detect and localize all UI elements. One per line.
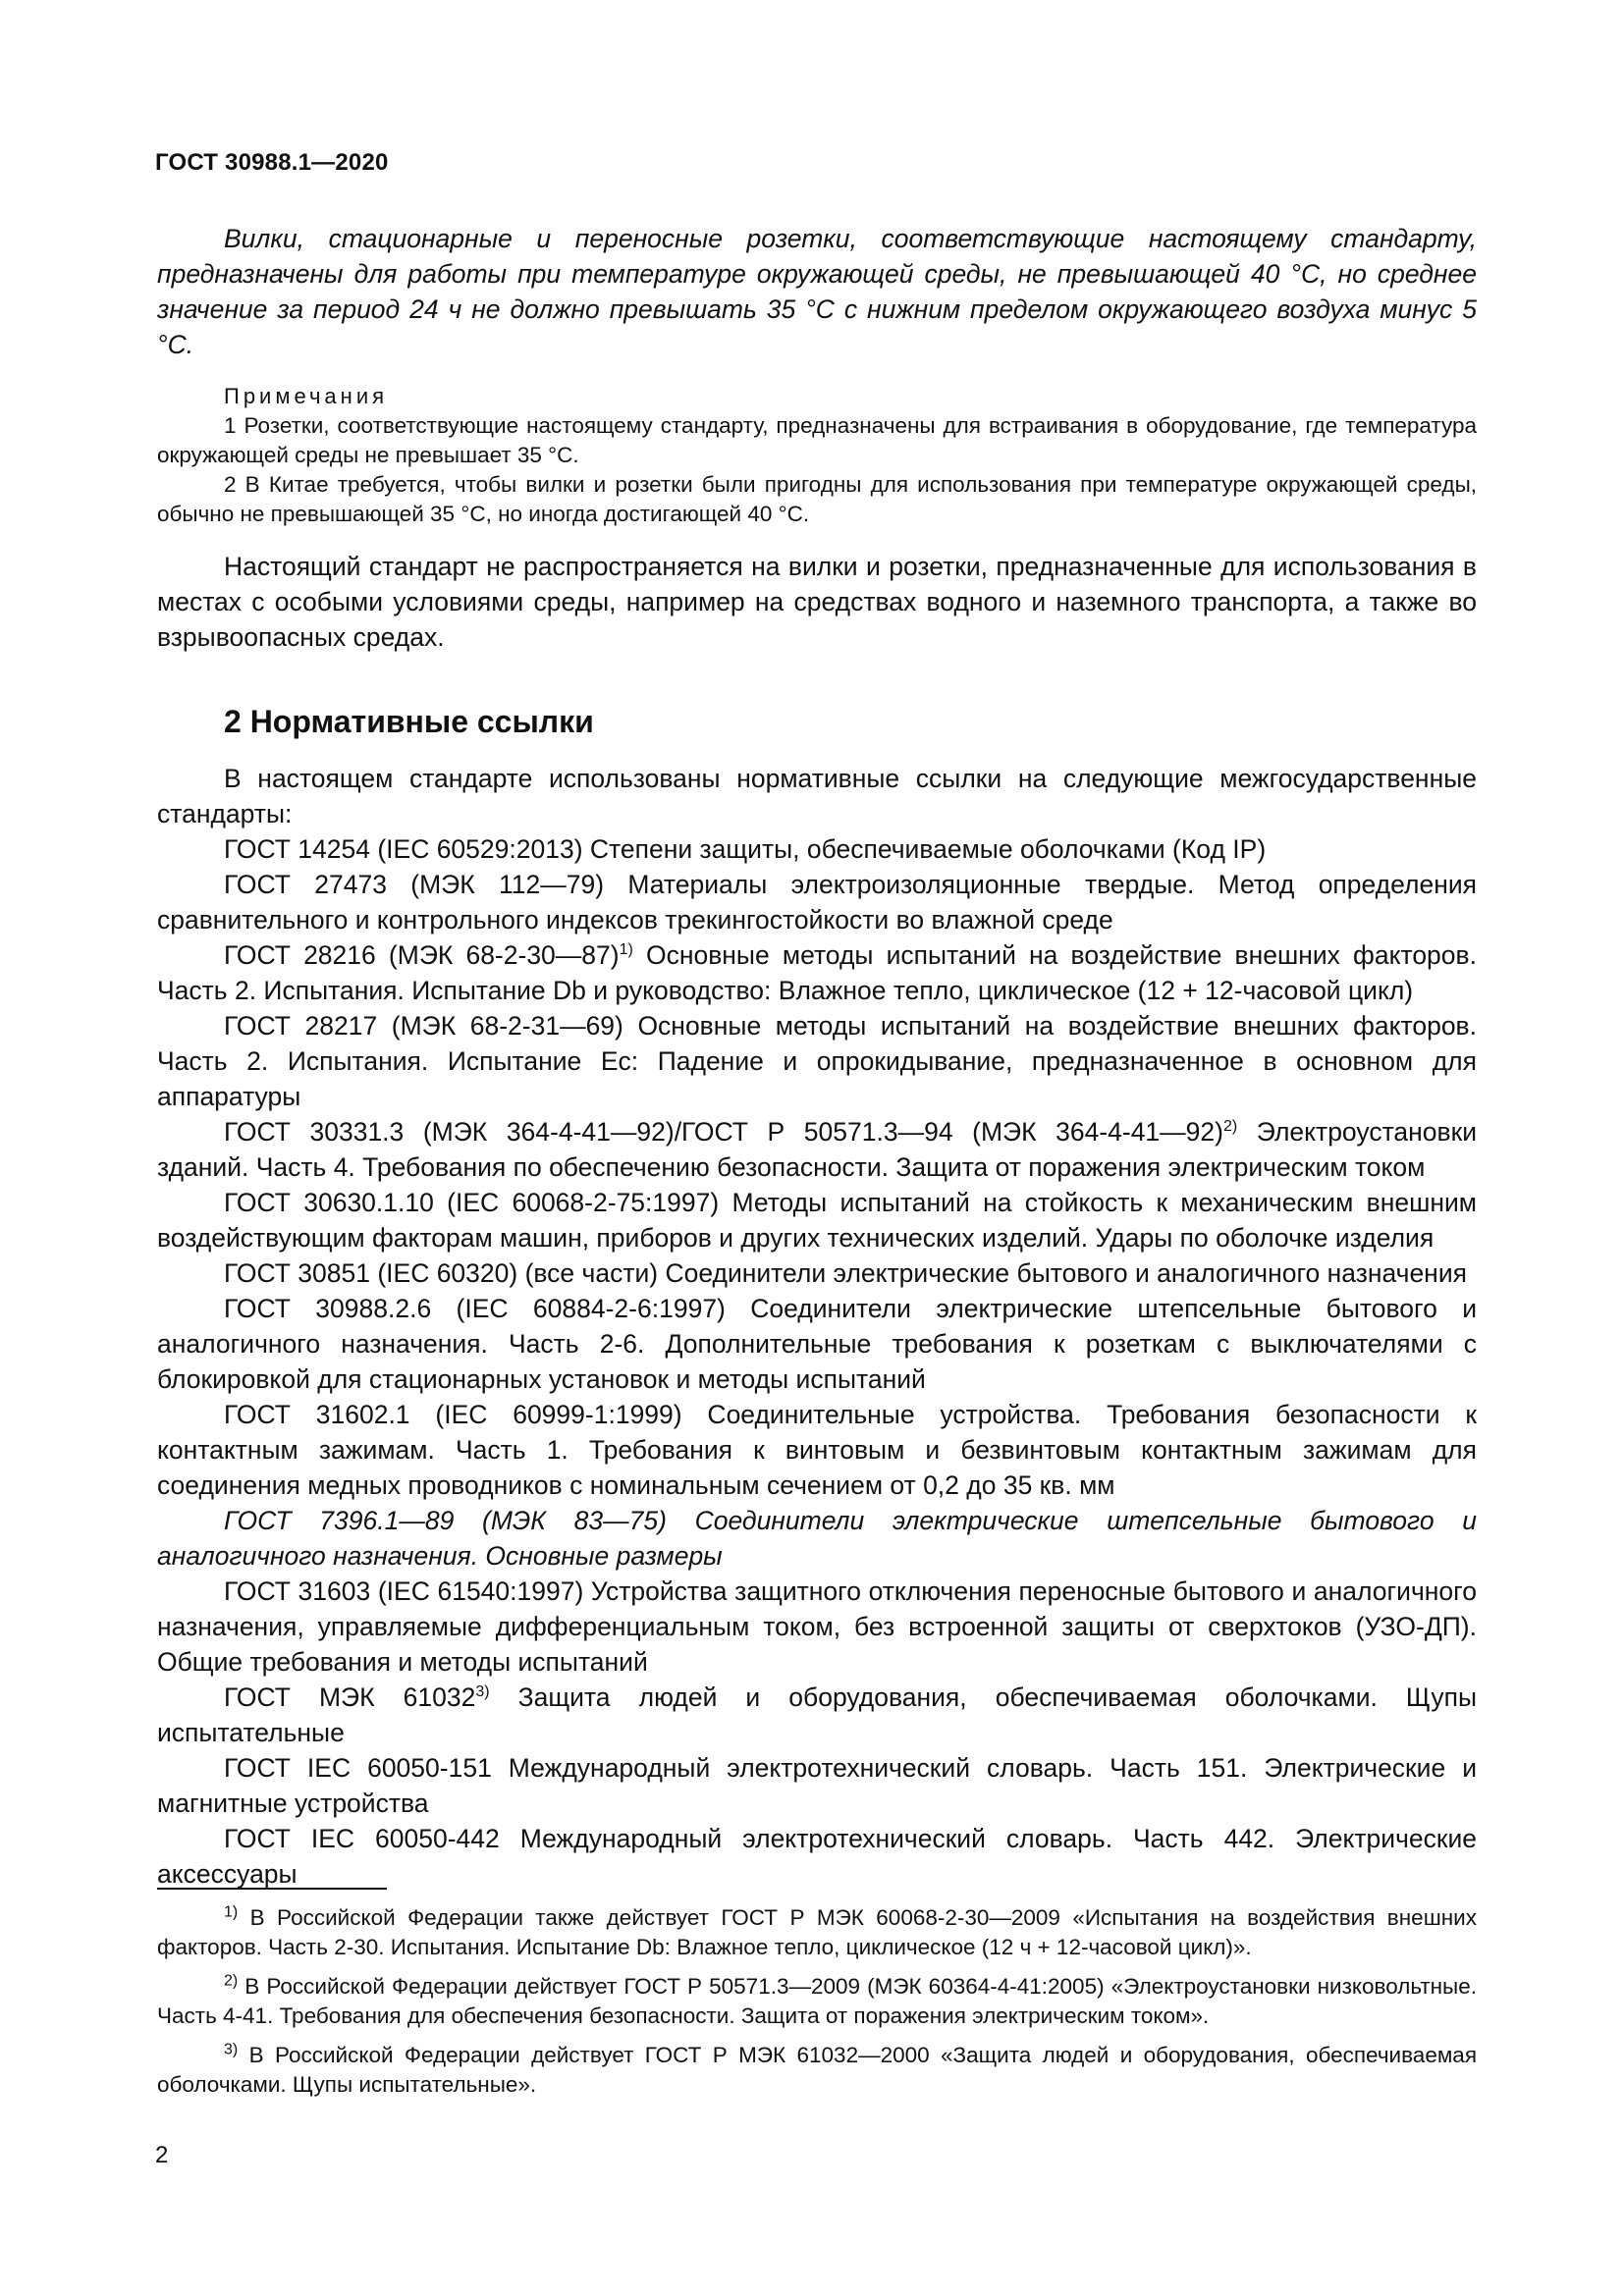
footnote-mark[interactable]: 1) <box>619 941 633 959</box>
footnote-mark[interactable]: 2) <box>1222 1118 1238 1136</box>
reference-item: ГОСТ 31603 (IEC 61540:1997) Устройства защитного отключения переносные бытового и аналогичного назначения, управляемые дифференциальным током, без встроенной защиты от сверхтоков (УЗО-ДП). Общие требования и методы испытаний <box>157 1576 1477 1677</box>
reference-item: ГОСТ IEC 60050-151 Международный электротехнический словарь. Часть 151. Электрические и магнитные устройства <box>157 1753 1477 1818</box>
climate-paragraph: Вилки, стационарные и переносные розетки, соответствующие настоящему стандарту, предназначены для работы при температуре окружающей среды, не превышающей 40 °С, но среднее значение за период 24 ч не должно превышать 35 °С с нижним пределом окружающего воздуха минус 5 °С. <box>157 224 1477 359</box>
footnote-text: В Российской Федерации также действует ГОСТ Р МЭК 60068-2-30—2009 «Испытания на воздействия внешних факторов. Часть 2-30. Испытания. Испытание Db: Влажное тепло, циклическое (12 ч + 12-часовой цикл)». <box>157 1905 1477 1959</box>
reference-item <box>157 1680 1477 1750</box>
reference-item: ГОСТ IEC 60050-442 Международный электротехнический словарь. Часть 442. Электрические аксессуары <box>157 1824 1477 1889</box>
footnote-divider <box>157 1888 387 1890</box>
footnote-text: В Российской Федерации действует ГОСТ Р 50571.3—2009 (МЭК 60364-4-41:2005) «Электроустановки низковольтные. Часть 4-41. Требования для обеспечения безопасности. Защита от поражения электрическим током». <box>157 1974 1477 2028</box>
footnote-marker: 1) <box>224 1903 239 1921</box>
reference-item-italic: ГОСТ 7396.1—89 (МЭК 83—75) Соединители электрические штепсельные бытового и аналогичного назначения. Основные размеры <box>157 1506 1477 1571</box>
reference-item: ГОСТ 14254 (IEC 60529:2013) Степени защиты, обеспечиваемые оболочками (Код IP) <box>224 834 1267 864</box>
section-heading: 2 Нормативные ссылки <box>224 704 594 739</box>
reference-title: Защита людей и оборудования, обеспечиваемая оболочками. Щупы испытательные <box>157 1682 1477 1747</box>
reference-item: ГОСТ 30630.1.10 (IEC 60068-2-75:1997) Методы испытаний на стойкость к механическим внешним воздействующим факторам машин, приборов и других технических изделий. Удары по оболочке изделия <box>157 1188 1477 1253</box>
footnote-marker: 3) <box>224 2041 239 2058</box>
reference-item: ГОСТ 30851 (IEC 60320) (все части) Соединители электрические бытового и аналогичного назначения <box>224 1258 1467 1288</box>
references-lead: В настоящем стандарте использованы нормативные ссылки на следующие межгосударственные стандарты: <box>157 764 1477 828</box>
reference-code: ГОСТ МЭК 61032 <box>224 1682 476 1712</box>
reference-item: ГОСТ 27473 (МЭК 112—79) Материалы электроизоляционные твердые. Метод определения сравнительного и контрольного индексов трекингостойкости во влажной среде <box>157 870 1477 934</box>
reference-item: ГОСТ 28217 (МЭК 68-2-31—69) Основные методы испытаний на воздействие внешних факторов. Часть 2. Испытания. Испытание Ec: Падение и опрокидывание, предназначенное в основном для аппаратуры <box>157 1011 1477 1111</box>
footnote-marker: 2) <box>224 1972 239 1990</box>
notes-block <box>157 382 1477 529</box>
reference-item: ГОСТ 31602.1 (IEC 60999-1:1999) Соединительные устройства. Требования безопасности к контактным зажимам. Часть 1. Требования к винтовым и безвинтовым контактным зажимам для соединения медных проводников с номинальным сечением от 0,2 до 35 кв. мм <box>157 1400 1477 1500</box>
scope-paragraph: Настоящий стандарт не распространяется на вилки и розетки, предназначенные для использования в местах с особыми условиями среды, например на средствах водного и наземного транспорта, а также во взрывоопасных средах. <box>157 552 1477 652</box>
footnote-mark[interactable]: 3) <box>475 1683 490 1701</box>
page-body <box>157 221 1477 1892</box>
footnote-2 <box>157 1972 1477 2031</box>
reference-title: Основные методы испытаний на воздействие внешних факторов. Часть 2. Испытания. Испытание Db и руководство: Влажное тепло, циклическое (12 + 12-часовой цикл) <box>157 940 1477 1005</box>
reference-item <box>157 1114 1477 1185</box>
note-1: 1 Розетки, соответствующие настоящему стандарту, предназначены для встраивания в оборудование, где температура окружающей среды не превышает 35 °С. <box>157 413 1477 467</box>
footnote-3 <box>157 2041 1477 2100</box>
reference-item <box>157 937 1477 1008</box>
document-header: ГОСТ 30988.1—2020 <box>155 149 389 176</box>
footnote-text: В Российской Федерации действует ГОСТ Р МЭК 61032—2000 «Защита людей и оборудования, обеспечиваемая оболочками. Щупы испытательные». <box>157 2043 1477 2097</box>
reference-title: Электроустановки зданий. Часть 4. Требования по обеспечению безопасности. Защита от поражения электрическим током <box>157 1117 1477 1182</box>
reference-item: ГОСТ 30988.2.6 (IEC 60884-2-6:1997) Соединители электрические штепсельные бытового и аналогичного назначения. Часть 2-6. Дополнительные требования к розеткам с выключателями с блокировкой для стационарных установок и методы испытаний <box>157 1294 1477 1394</box>
page-number: 2 <box>155 2142 169 2168</box>
footnotes <box>157 1888 1477 2109</box>
reference-code: ГОСТ 30331.3 (МЭК 364-4-41—92)/ГОСТ Р 50571.3—94 (МЭК 364-4-41—92) <box>224 1117 1223 1147</box>
notes-title: Примечания <box>224 384 389 408</box>
footnote-1 <box>157 1903 1477 1962</box>
reference-code: ГОСТ 28216 (МЭК 68-2-30—87) <box>224 940 620 970</box>
note-2: 2 В Китае требуется, чтобы вилки и розетки были пригодны для использования при температуре окружающей среды, обычно не превышающей 35 °С, но иногда достигающей 40 °С. <box>157 472 1477 526</box>
